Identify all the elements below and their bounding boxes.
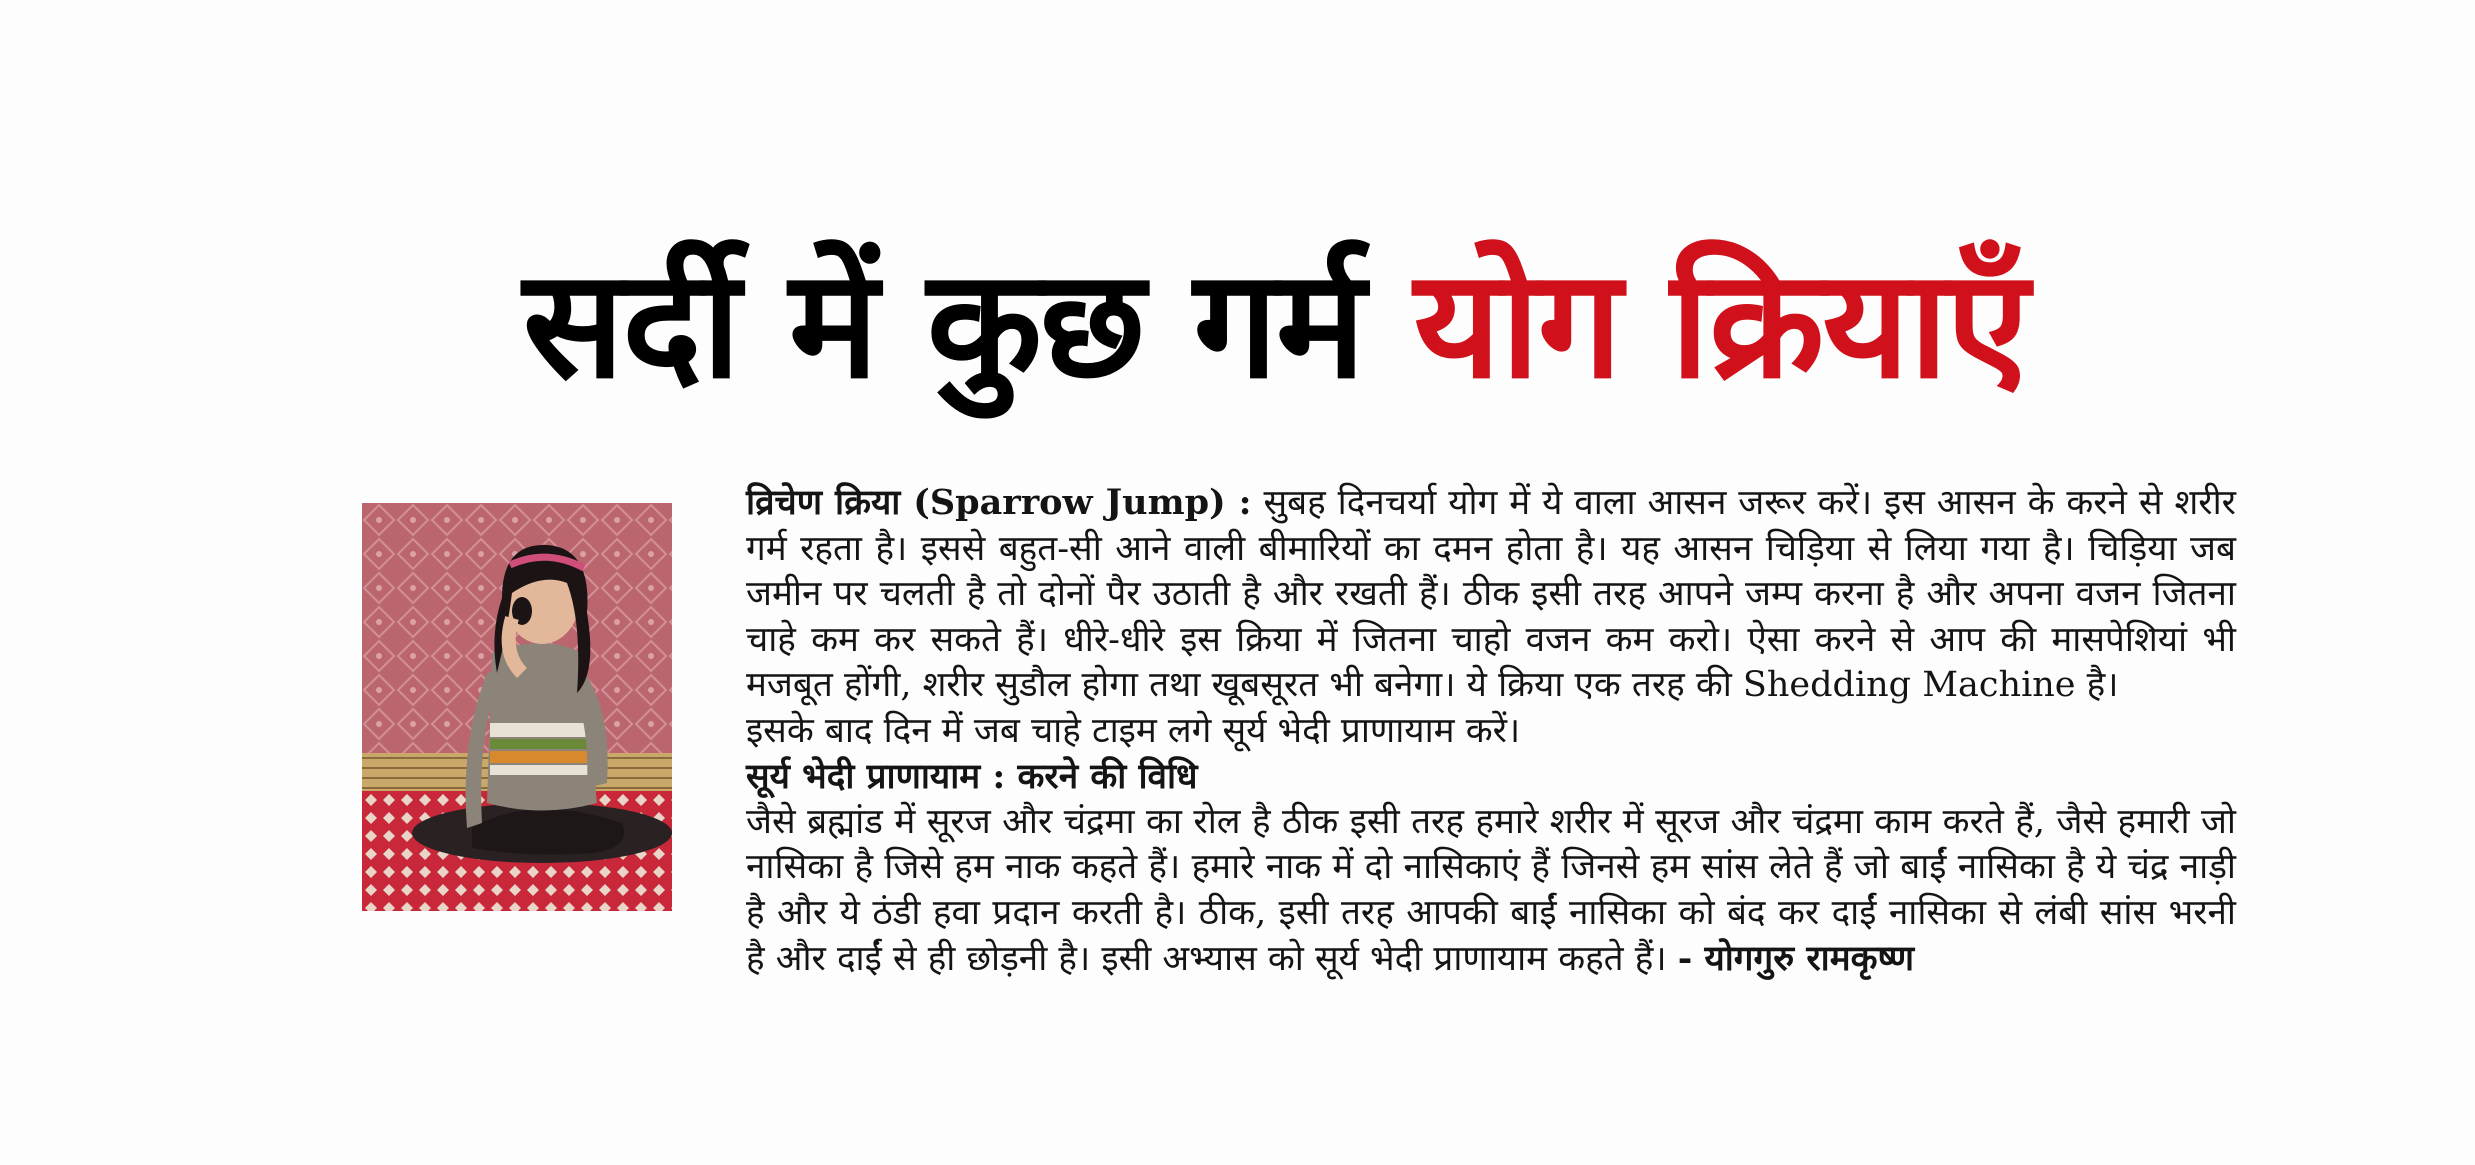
paragraph-3-text: जैसे ब्रह्मांड में सूरज और चंद्रमा का रोल है ठीक इसी तरह हमारे शरीर में सूरज और चंद्रमा काम करते हैं, जैसे हमारी जो नासिका है जिसे हम नाक कहते हैं। हमारे नाक में दो नासिकाएं हैं जिनसे हम सांस लेते हैं जो बाईं नासिका है ये चंद्र नाड़ी है और ये ठंडी हवा प्रदान करती है। ठीक, इसी तरह आपकी बाईं नासिका को बंद कर दाईं नासिका से लंबी सांस भरनी है और दाईं से ही छोड़नी है। इसी अभ्यास को सूर्य भेदी प्राणायाम कहते हैं। <box>746 801 2236 979</box>
article-subheading: सूर्य भेदी प्राणायाम : करने की विधि <box>746 756 1198 797</box>
article-paragraph-3 <box>746 800 2236 983</box>
headline-part-black: सर्दी में कुछ गर्म <box>522 238 1364 412</box>
article-paragraph-1 <box>746 480 2236 709</box>
paragraph-lead-heading: व्रिचेण क्रिया (Sparrow Jump) : <box>746 482 1252 523</box>
article-body <box>746 480 2236 983</box>
headline <box>300 210 2250 440</box>
headline-part-red: योग क्रियाएँ <box>1413 238 2028 412</box>
yoga-photo <box>362 503 672 911</box>
author-credit: - योगगुरु रामकृष्ण <box>1677 938 1915 979</box>
article-paragraph-2: इसके बाद दिन में जब चाहे टाइम लगे सूर्य भेदी प्राणायाम करें। <box>746 710 1521 751</box>
paragraph-1-text: सुबह दिनचर्या योग में ये वाला आसन जरूर करें। इस आसन के करने से शरीर गर्म रहता है। इससे बहुत-सी आने वाली बीमारियों का दमन होता है। यह आसन चिड़िया से लिया गया है। चिड़िया जब जमीन पर चलती है तो दोनों पैर उठाती है और रखती हैं। ठीक इसी तरह आपने जम्प करना है और अपना वजन जितना चाहे कम कर सकते हैं। धीरे-धीरे इस क्रिया में जितना चाहो वजन कम करो। ऐसा करने से आप की मासपेशियां भी मजबूत होंगी, शरीर सुडौल होगा तथा खूबसूरत भी बनेगा। ये क्रिया एक तरह की Shedding Machine है। <box>746 483 2236 705</box>
